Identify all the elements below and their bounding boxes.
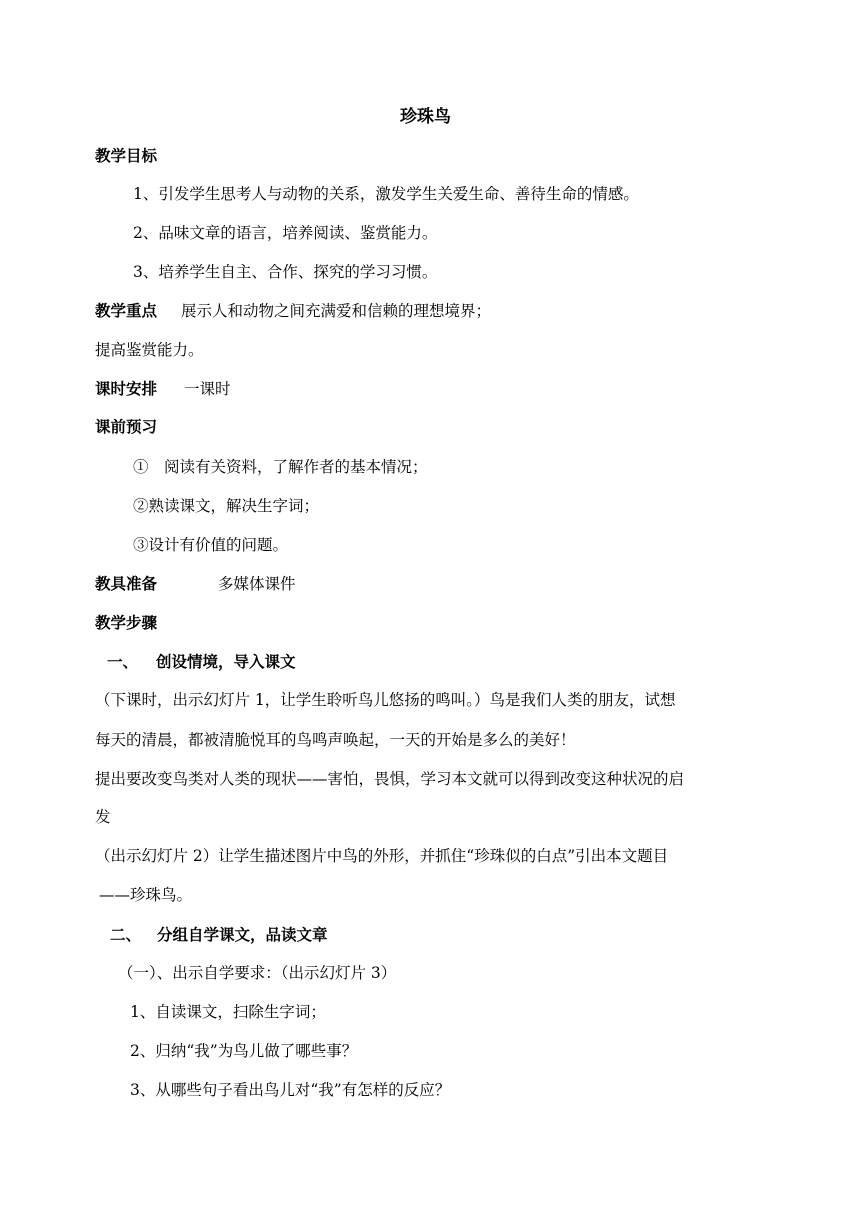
- section-2-number: 二、: [110, 925, 142, 944]
- schedule-heading: 课时安排: [95, 379, 158, 398]
- preview-item: ① 阅读有关资料，了解作者的基本情况；: [133, 458, 428, 476]
- schedule-text: 一课时: [184, 380, 231, 398]
- objective-item: 3、培养学生自主、合作、探究的学习习惯。: [133, 263, 438, 281]
- section-2-title: 分组自学课文，品读文章: [157, 925, 328, 944]
- section-1-line: 每天的清晨，都被清脆悦耳的鸟鸣声唤起，一天的开始是多么的美好！: [95, 731, 576, 749]
- section-2-item: 2、归纳“我”为鸟儿做了哪些事？: [130, 1042, 358, 1060]
- section-2-item: 3、从哪些句子看出鸟儿对“我”有怎样的反应？: [130, 1081, 451, 1099]
- preview-heading: 课前预习: [95, 417, 158, 436]
- preview-item: ②熟读课文，解决生字词；: [133, 497, 320, 515]
- document-title: 珍珠鸟: [400, 107, 451, 127]
- objectives-heading: 教学目标: [95, 146, 158, 165]
- focus-text: 展示人和动物之间充满爱和信赖的理想境界；: [181, 302, 492, 320]
- objective-item: 2、品味文章的语言，培养阅读、鉴赏能力。: [133, 224, 438, 242]
- section-1-title: 创设情境，导入课文: [156, 652, 296, 671]
- focus-text-2: 提高鉴赏能力。: [95, 341, 204, 359]
- section-2-item: 1、自读课文，扫除生字词；: [130, 1003, 326, 1021]
- focus-heading: 教学重点: [95, 301, 158, 320]
- preview-item: ③设计有价值的问题。: [133, 536, 289, 554]
- tools-heading: 教具准备: [95, 574, 158, 593]
- objective-item: 1、引发学生思考人与动物的关系，激发学生关爱生命、善待生命的情感。: [133, 185, 639, 203]
- tools-text: 多媒体课件: [218, 575, 296, 593]
- section-1-number: 一、: [107, 652, 139, 671]
- section-1-line: 发: [95, 808, 111, 826]
- section-2-subheading: （一）、出示自学要求：（出示幻灯片 3）: [118, 964, 397, 982]
- section-1-line: 提出要改变鸟类对人类的现状——害怕，畏惧，学习本文就可以得到改变这种状况的启: [95, 770, 685, 788]
- section-1-line: （出示幻灯片 2）让学生描述图片中鸟的外形，并抓住“珍珠似的白点”引出本文题目: [95, 847, 669, 865]
- section-1-line: ——珍珠鸟。: [99, 886, 193, 904]
- section-1-line: （下课时，出示幻灯片 1，让学生聆听鸟儿悠扬的鸣叫。）鸟是我们人类的朋友，试想: [95, 691, 676, 709]
- steps-heading: 教学步骤: [95, 613, 158, 632]
